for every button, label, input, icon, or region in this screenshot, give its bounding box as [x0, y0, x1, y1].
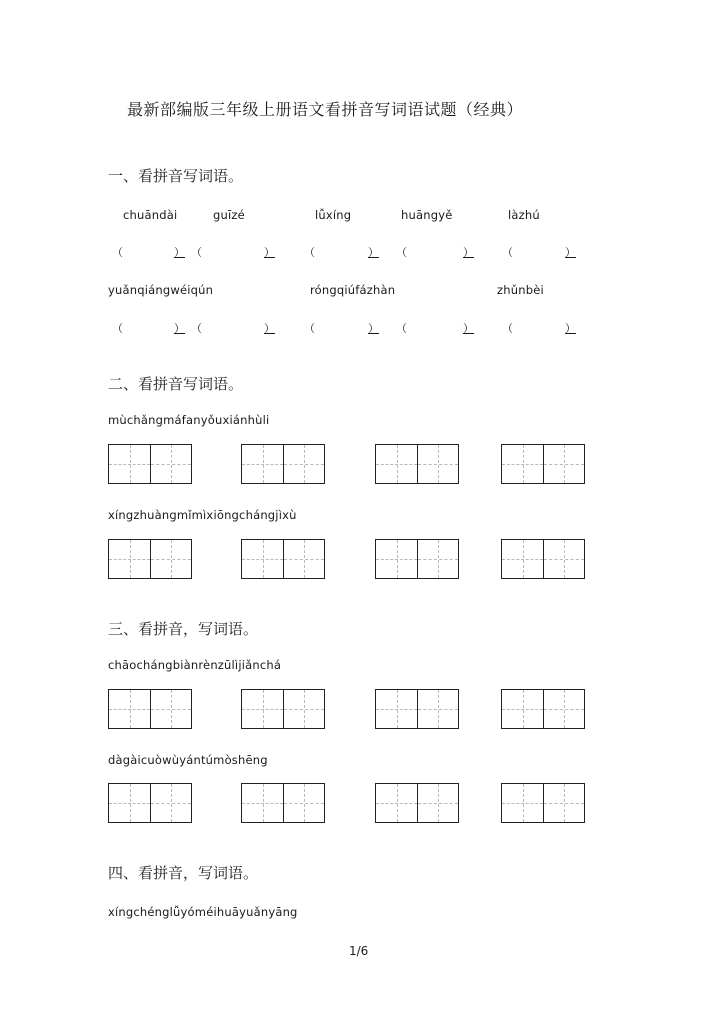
section-4-heading: 四、看拼音，写词语。 — [108, 864, 259, 882]
close-paren: ） — [264, 246, 275, 259]
writing-cell[interactable] — [417, 784, 458, 822]
open-paren: （ — [502, 246, 513, 259]
close-paren: ） — [264, 322, 275, 335]
answer-blank[interactable] — [191, 244, 202, 260]
writing-cell[interactable] — [376, 445, 417, 483]
answer-blank[interactable] — [172, 244, 191, 260]
writing-box-group[interactable] — [501, 689, 585, 729]
writing-box-group[interactable] — [375, 689, 459, 729]
writing-cell[interactable] — [150, 445, 191, 483]
writing-cell[interactable] — [109, 784, 150, 822]
page-number: 1/6 — [349, 944, 369, 958]
writing-box-group[interactable] — [108, 444, 192, 484]
writing-cell[interactable] — [376, 690, 417, 728]
answer-blank[interactable] — [563, 244, 582, 260]
answer-blank[interactable] — [304, 320, 315, 336]
answer-blank[interactable] — [262, 244, 281, 260]
pinyin-item: zhǔnbèi — [497, 283, 544, 297]
writing-box-group[interactable] — [501, 444, 585, 484]
writing-cell[interactable] — [109, 445, 150, 483]
section-2-heading: 二、看拼音写词语。 — [108, 375, 244, 393]
writing-box-group[interactable] — [108, 539, 192, 579]
writing-cell[interactable] — [502, 690, 543, 728]
pinyin-line: xíngchénglǚyóméihuāyuǎnyāng — [108, 905, 298, 919]
writing-box-group[interactable] — [108, 783, 192, 823]
writing-cell[interactable] — [109, 540, 150, 578]
writing-cell[interactable] — [376, 540, 417, 578]
writing-cell[interactable] — [242, 445, 283, 483]
writing-cell[interactable] — [417, 445, 458, 483]
writing-cell[interactable] — [150, 784, 191, 822]
section-1-heading: 一、看拼音写词语。 — [108, 167, 244, 185]
writing-cell[interactable] — [109, 690, 150, 728]
writing-box-group[interactable] — [241, 689, 325, 729]
close-paren: ） — [565, 322, 576, 335]
answer-blank[interactable] — [396, 244, 407, 260]
open-paren: （ — [396, 322, 407, 335]
answer-blank[interactable] — [172, 320, 191, 336]
writing-box-group[interactable] — [375, 539, 459, 579]
answer-blank[interactable] — [304, 244, 315, 260]
close-paren: ） — [174, 246, 185, 259]
open-paren: （ — [191, 322, 202, 335]
writing-cell[interactable] — [543, 445, 584, 483]
pinyin-item: làzhú — [508, 208, 540, 222]
answer-blank[interactable] — [366, 320, 385, 336]
answer-blank[interactable] — [461, 244, 480, 260]
writing-cell[interactable] — [417, 690, 458, 728]
open-paren: （ — [304, 246, 315, 259]
open-paren: （ — [112, 322, 123, 335]
writing-box-group[interactable] — [108, 689, 192, 729]
pinyin-item: guīzé — [213, 208, 245, 222]
writing-cell[interactable] — [242, 690, 283, 728]
open-paren: （ — [191, 246, 202, 259]
writing-box-group[interactable] — [501, 539, 585, 579]
close-paren: ） — [174, 322, 185, 335]
pinyin-item: lǚxíng — [315, 208, 352, 222]
writing-cell[interactable] — [150, 690, 191, 728]
writing-cell[interactable] — [242, 784, 283, 822]
answer-blank[interactable] — [191, 320, 202, 336]
writing-cell[interactable] — [376, 784, 417, 822]
writing-cell[interactable] — [417, 540, 458, 578]
pinyin-item: yuǎnqiángwéiqún — [108, 283, 214, 297]
open-paren: （ — [502, 322, 513, 335]
answer-blank[interactable] — [396, 320, 407, 336]
pinyin-line: dàgàicuòwùyántúmòshēng — [108, 753, 268, 767]
writing-cell[interactable] — [502, 540, 543, 578]
writing-box-group[interactable] — [375, 444, 459, 484]
pinyin-line: xíngzhuàngmǐmìxiōngchángjìxù — [108, 508, 297, 522]
close-paren: ） — [463, 246, 474, 259]
open-paren: （ — [112, 246, 123, 259]
writing-cell[interactable] — [543, 540, 584, 578]
answer-blank[interactable] — [502, 320, 513, 336]
writing-box-group[interactable] — [241, 444, 325, 484]
open-paren: （ — [304, 322, 315, 335]
close-paren: ） — [368, 322, 379, 335]
writing-cell[interactable] — [283, 445, 324, 483]
answer-blank[interactable] — [461, 320, 480, 336]
open-paren: （ — [396, 246, 407, 259]
answer-blank[interactable] — [502, 244, 513, 260]
answer-blank[interactable] — [366, 244, 385, 260]
pinyin-line: mùchǎngmáfanyǒuxiánhùli — [108, 413, 270, 427]
writing-box-group[interactable] — [375, 783, 459, 823]
document-title: 最新部编版三年级上册语文看拼音写词语试题（经典） — [127, 100, 524, 119]
writing-box-group[interactable] — [241, 539, 325, 579]
writing-cell[interactable] — [283, 540, 324, 578]
writing-cell[interactable] — [502, 445, 543, 483]
writing-cell[interactable] — [150, 540, 191, 578]
writing-cell[interactable] — [242, 540, 283, 578]
answer-blank[interactable] — [262, 320, 281, 336]
close-paren: ） — [463, 322, 474, 335]
writing-cell[interactable] — [502, 784, 543, 822]
writing-box-group[interactable] — [241, 783, 325, 823]
writing-cell[interactable] — [543, 690, 584, 728]
section-3-heading: 三、看拼音，写词语。 — [108, 620, 259, 638]
pinyin-item: róngqiúfázhàn — [310, 283, 396, 297]
close-paren: ） — [565, 246, 576, 259]
writing-box-group[interactable] — [501, 783, 585, 823]
answer-blank[interactable] — [112, 320, 123, 336]
pinyin-item: huāngyě — [401, 208, 453, 222]
answer-blank[interactable] — [563, 320, 582, 336]
close-paren: ） — [368, 246, 379, 259]
writing-cell[interactable] — [543, 784, 584, 822]
writing-cell[interactable] — [283, 784, 324, 822]
pinyin-item: chuāndài — [123, 208, 178, 222]
writing-cell[interactable] — [283, 690, 324, 728]
pinyin-line: chāochángbiànrènzūlìjiǎnchá — [108, 658, 282, 672]
answer-blank[interactable] — [112, 244, 123, 260]
